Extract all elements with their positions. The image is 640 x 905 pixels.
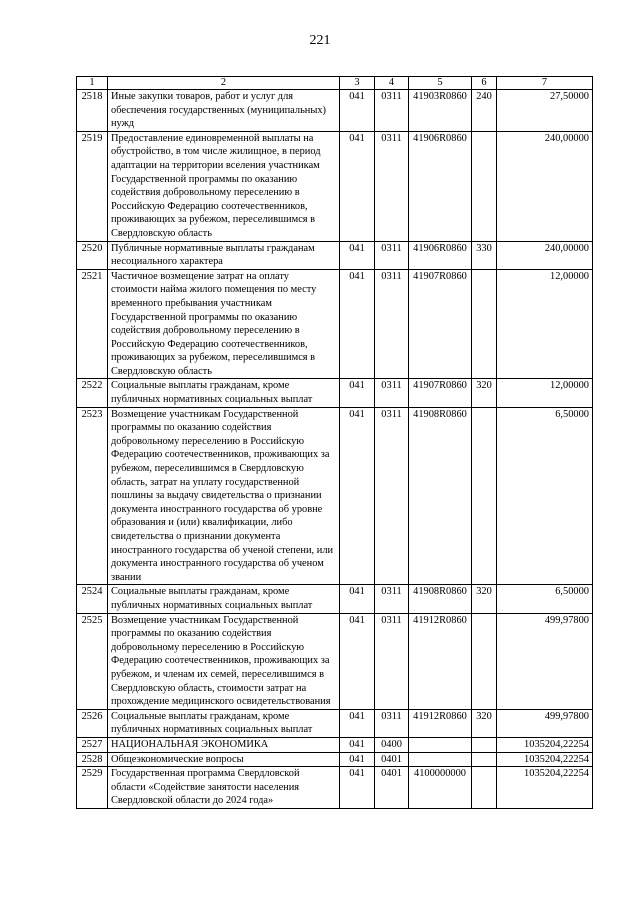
row-amount: 12,00000	[497, 379, 593, 407]
row-target-code: 41907R0860	[409, 269, 472, 379]
row-target-code: 41912R0860	[409, 709, 472, 737]
table-row	[77, 752, 593, 767]
table-header-row	[77, 77, 593, 90]
row-section-code: 0311	[375, 241, 409, 269]
row-target-code	[409, 737, 472, 752]
row-name: Возмещение участникам Государственной программы по оказанию содействия добровольному переселению в Российскую Федерацию соотечественников, проживающих за рубежом, и членам их семей, переселившимся в Свердловскую область, стоимости затрат на прохождение медицинского освидетельствования	[108, 613, 340, 709]
row-section-code: 0401	[375, 767, 409, 809]
page-number: 221	[309, 33, 331, 48]
column-header-5: 5	[409, 77, 472, 90]
row-section-code: 0311	[375, 709, 409, 737]
table-row	[77, 269, 593, 379]
row-amount: 1035204,22254	[497, 737, 593, 752]
row-expense-type	[472, 131, 497, 241]
row-amount: 1035204,22254	[497, 752, 593, 767]
row-grbs-code: 041	[340, 767, 375, 809]
row-expense-type	[472, 407, 497, 585]
row-amount: 1035204,22254	[497, 767, 593, 809]
column-header-7: 7	[497, 77, 593, 90]
row-section-code: 0311	[375, 90, 409, 132]
row-amount: 499,97800	[497, 613, 593, 709]
row-expense-type: 320	[472, 709, 497, 737]
column-header-4: 4	[375, 77, 409, 90]
row-amount: 12,00000	[497, 269, 593, 379]
row-grbs-code: 041	[340, 585, 375, 613]
row-grbs-code: 041	[340, 752, 375, 767]
row-target-code: 41907R0860	[409, 379, 472, 407]
row-number: 2524	[77, 585, 108, 613]
row-name: НАЦИОНАЛЬНАЯ ЭКОНОМИКА	[108, 737, 340, 752]
row-grbs-code: 041	[340, 737, 375, 752]
column-header-1: 1	[77, 77, 108, 90]
row-name: Общеэкономические вопросы	[108, 752, 340, 767]
budget-table	[76, 76, 593, 809]
row-number: 2520	[77, 241, 108, 269]
row-section-code: 0400	[375, 737, 409, 752]
row-section-code: 0311	[375, 269, 409, 379]
row-grbs-code: 041	[340, 407, 375, 585]
row-name: Социальные выплаты гражданам, кроме публичных нормативных социальных выплат	[108, 585, 340, 613]
row-amount: 499,97800	[497, 709, 593, 737]
row-amount: 27,50000	[497, 90, 593, 132]
row-section-code: 0401	[375, 752, 409, 767]
row-number: 2525	[77, 613, 108, 709]
row-amount: 6,50000	[497, 585, 593, 613]
row-grbs-code: 041	[340, 379, 375, 407]
row-expense-type	[472, 613, 497, 709]
row-name: Предоставление единовременной выплаты на обустройство, в том числе жилищное, в период адаптации на территории вселения участникам Государственной программы по оказанию содействия добровольному переселению в Российскую Федерацию соотечественников, проживающих за рубежом, переселившимся в Свердловскую область	[108, 131, 340, 241]
row-expense-type	[472, 767, 497, 809]
row-expense-type: 240	[472, 90, 497, 132]
row-name: Публичные нормативные выплаты гражданам несоциального характера	[108, 241, 340, 269]
row-target-code: 41908R0860	[409, 585, 472, 613]
row-target-code: 41906R0860	[409, 131, 472, 241]
row-grbs-code: 041	[340, 131, 375, 241]
row-expense-type: 330	[472, 241, 497, 269]
column-header-3: 3	[340, 77, 375, 90]
row-grbs-code: 041	[340, 709, 375, 737]
row-grbs-code: 041	[340, 241, 375, 269]
row-target-code: 4100000000	[409, 767, 472, 809]
column-header-2: 2	[108, 77, 340, 90]
row-number: 2523	[77, 407, 108, 585]
table-row	[77, 379, 593, 407]
row-number: 2522	[77, 379, 108, 407]
row-amount: 240,00000	[497, 241, 593, 269]
row-name: Государственная программа Свердловской области «Содействие занятости населения Свердловской области до 2024 года»	[108, 767, 340, 809]
row-target-code: 41912R0860	[409, 613, 472, 709]
table-row	[77, 767, 593, 809]
row-section-code: 0311	[375, 407, 409, 585]
row-expense-type	[472, 737, 497, 752]
row-expense-type: 320	[472, 379, 497, 407]
row-expense-type	[472, 269, 497, 379]
table-row	[77, 241, 593, 269]
row-amount: 6,50000	[497, 407, 593, 585]
table-body	[77, 90, 593, 809]
table-row	[77, 131, 593, 241]
table-row	[77, 709, 593, 737]
row-name: Возмещение участникам Государственной программы по оказанию содействия добровольному переселению в Российскую Федерацию соотечественников, проживающих за рубежом, переселившимся в Свердловскую область, затрат на уплату государственной пошлины за выдачу свидетельства о признании документа иностранного государства об уровне образования и (или) квалификации, либо свидетельства о признании документа иностранного государства об ученой степени, или документа иностранного государства об ученом звании	[108, 407, 340, 585]
row-amount: 240,00000	[497, 131, 593, 241]
table-row	[77, 585, 593, 613]
row-grbs-code: 041	[340, 269, 375, 379]
table-row	[77, 737, 593, 752]
row-name: Социальные выплаты гражданам, кроме публичных нормативных социальных выплат	[108, 379, 340, 407]
row-grbs-code: 041	[340, 613, 375, 709]
row-expense-type: 320	[472, 585, 497, 613]
row-expense-type	[472, 752, 497, 767]
row-number: 2519	[77, 131, 108, 241]
row-grbs-code: 041	[340, 90, 375, 132]
row-number: 2529	[77, 767, 108, 809]
table-row	[77, 90, 593, 132]
row-number: 2527	[77, 737, 108, 752]
row-section-code: 0311	[375, 131, 409, 241]
row-target-code	[409, 752, 472, 767]
row-section-code: 0311	[375, 379, 409, 407]
row-target-code: 41903R0860	[409, 90, 472, 132]
row-number: 2528	[77, 752, 108, 767]
row-section-code: 0311	[375, 613, 409, 709]
row-name: Иные закупки товаров, работ и услуг для обеспечения государственных (муниципальных) нужд	[108, 90, 340, 132]
row-target-code: 41906R0860	[409, 241, 472, 269]
table-row	[77, 613, 593, 709]
row-target-code: 41908R0860	[409, 407, 472, 585]
row-section-code: 0311	[375, 585, 409, 613]
row-number: 2521	[77, 269, 108, 379]
row-number: 2518	[77, 90, 108, 132]
row-number: 2526	[77, 709, 108, 737]
row-name: Социальные выплаты гражданам, кроме публичных нормативных социальных выплат	[108, 709, 340, 737]
table-row	[77, 407, 593, 585]
column-header-6: 6	[472, 77, 497, 90]
row-name: Частичное возмещение затрат на оплату стоимости найма жилого помещения по месту временного пребывания участникам Государственной программы по оказанию содействия добровольному переселению в Российскую Федерацию соотечественников, проживающих за рубежом, переселившимся в Свердловскую область	[108, 269, 340, 379]
